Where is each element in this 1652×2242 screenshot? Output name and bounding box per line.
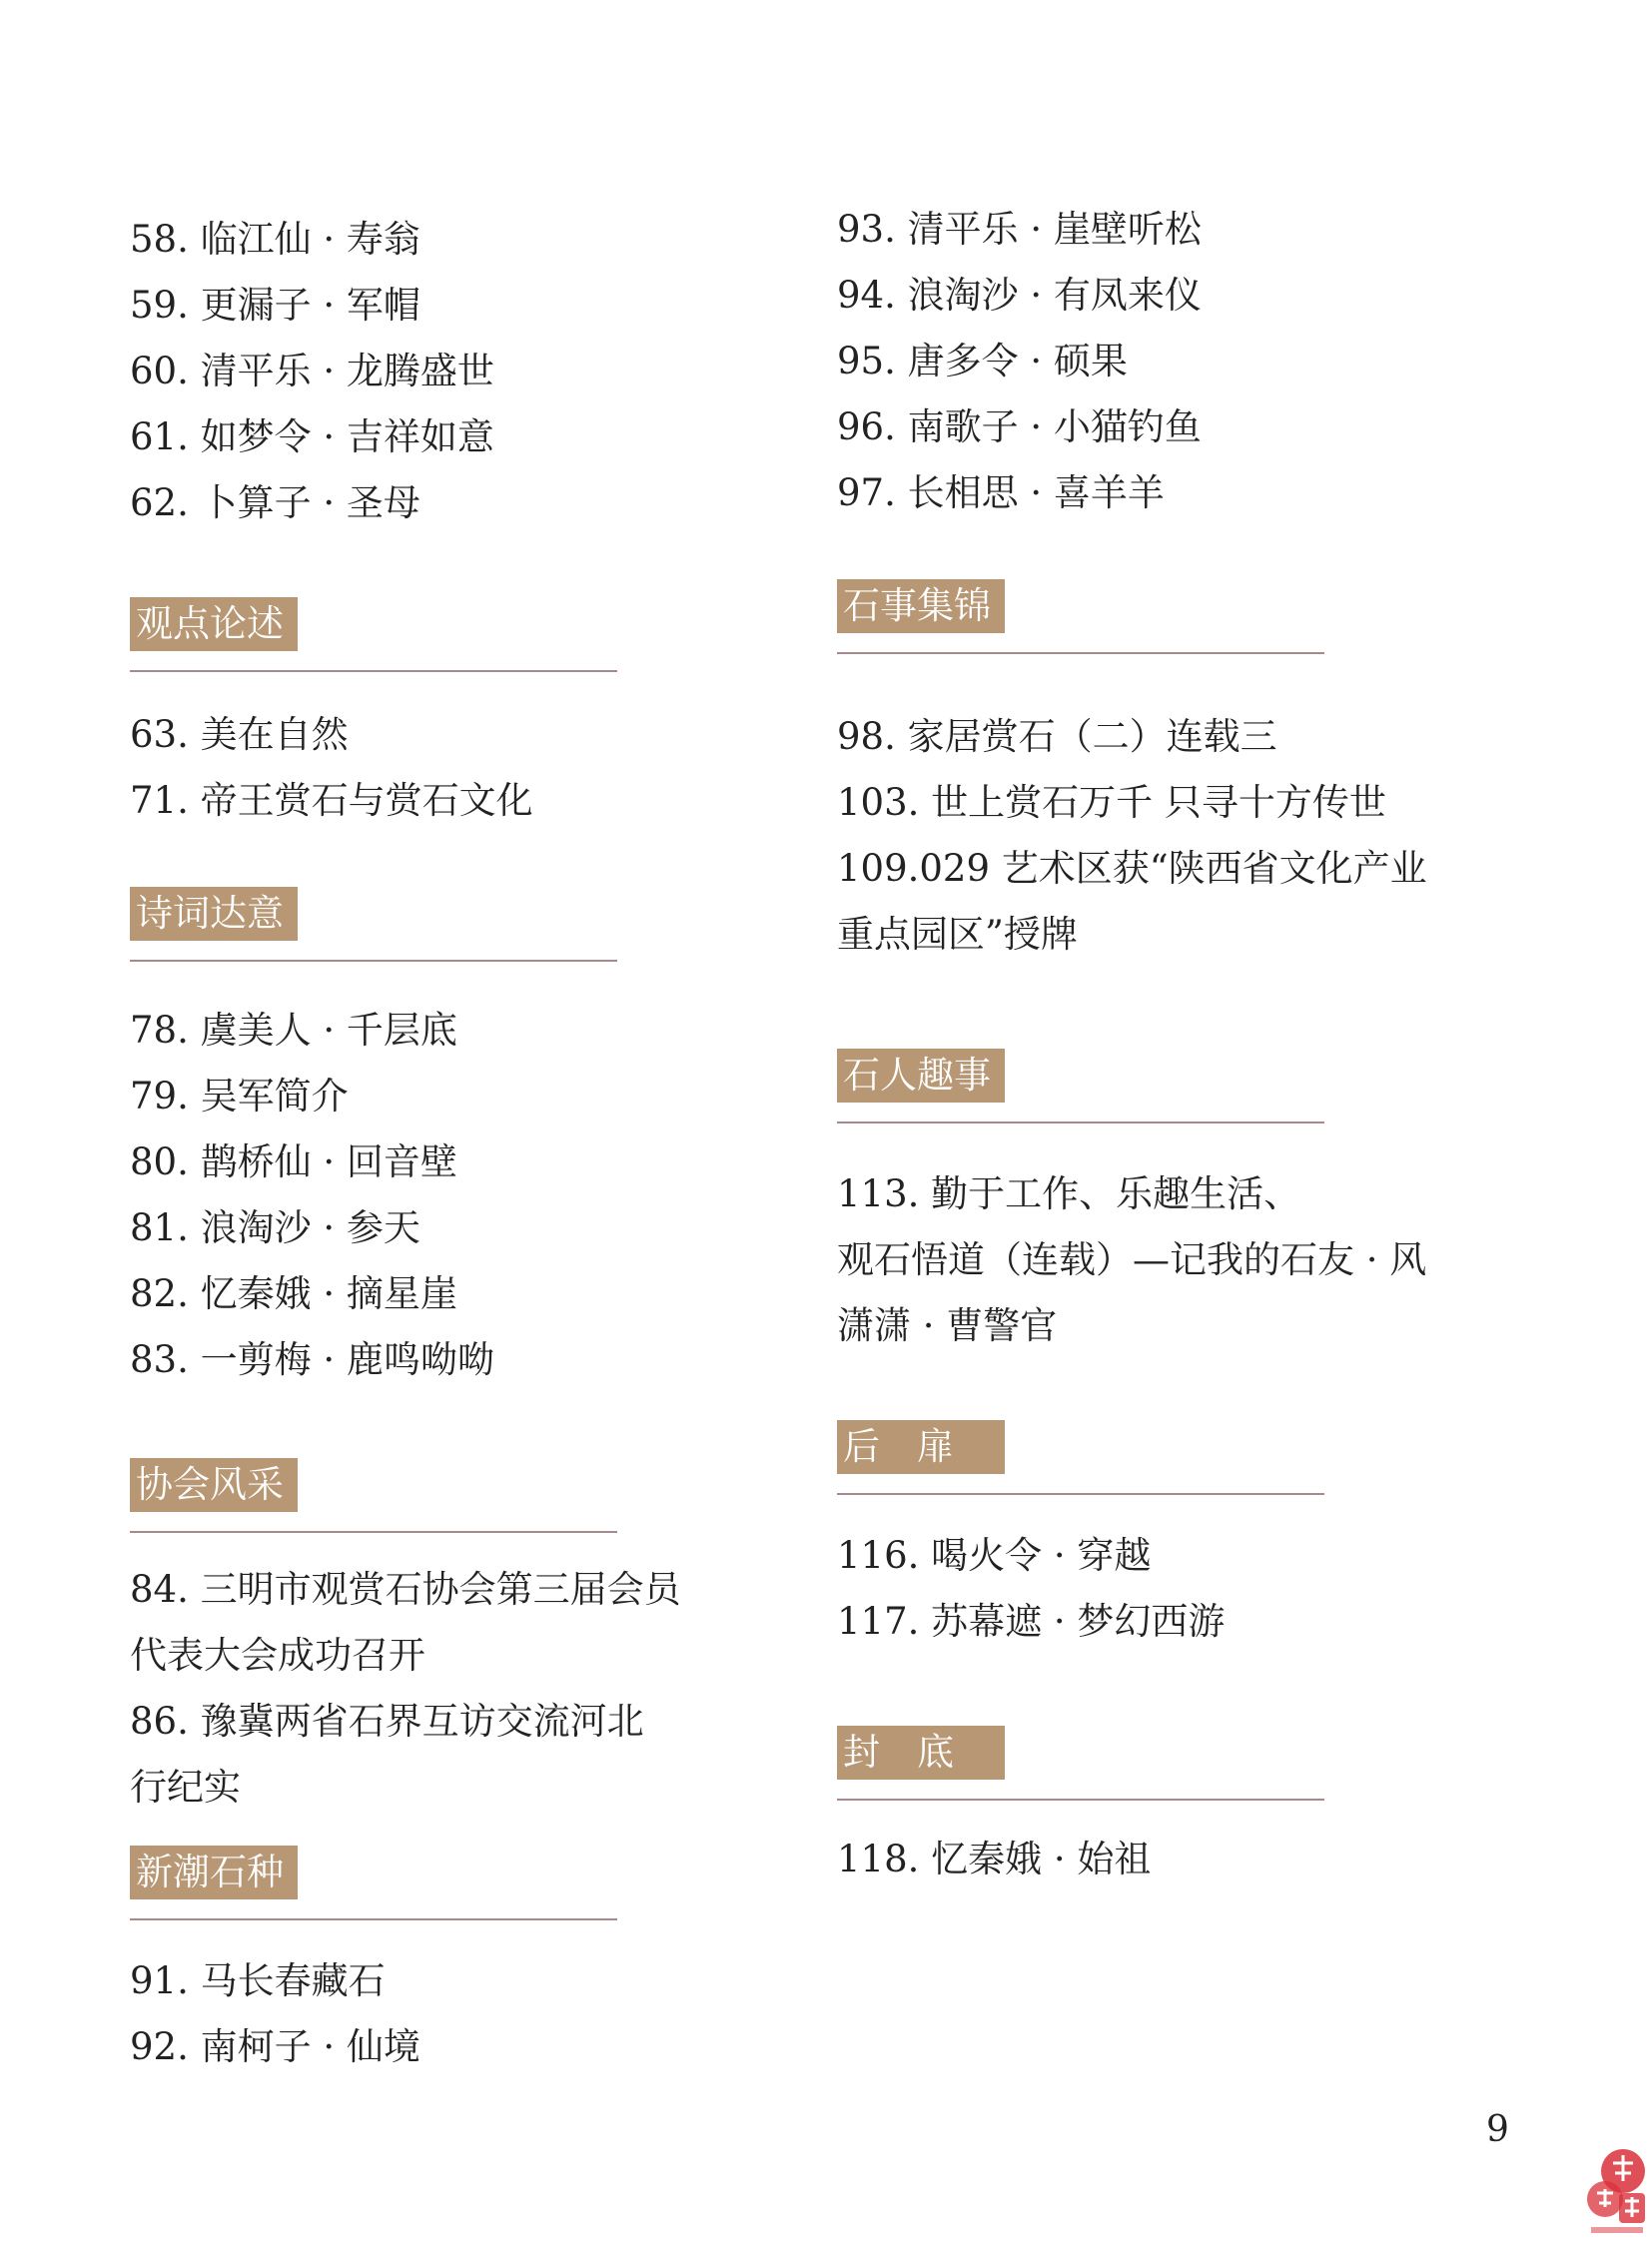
toc-entry[interactable]: 79. 吴军简介 [130,1075,349,1118]
toc-entry[interactable]: 117. 苏幕遮 · 梦幻西游 [837,1600,1226,1643]
section-divider [130,1918,617,1920]
toc-entry[interactable]: 71. 帝王赏石与赏石文化 [130,779,533,822]
toc-entry[interactable]: 潇潇 · 曹警官 [837,1304,1058,1347]
toc-entry[interactable]: 61. 如梦令 · 吉祥如意 [130,415,494,458]
section-divider [837,1799,1324,1801]
toc-entry[interactable]: 81. 浪淘沙 · 参天 [130,1206,420,1249]
toc-entry[interactable]: 86. 豫冀两省石界互访交流河北 [130,1700,644,1743]
toc-entry[interactable]: 59. 更漏子 · 军帽 [130,284,420,327]
toc-entry[interactable]: 96. 南歌子 · 小猫钓鱼 [837,405,1202,448]
toc-entry[interactable]: 94. 浪淘沙 · 有凤来仪 [837,274,1202,317]
section-divider [837,652,1324,654]
toc-entry[interactable]: 118. 忆秦娥 · 始祖 [837,1838,1152,1880]
toc-entry[interactable]: 82. 忆秦娥 · 摘星崖 [130,1272,457,1315]
toc-entry[interactable]: 行纪实 [130,1766,241,1809]
section-divider [130,670,617,672]
section-title: 石事集锦 [837,579,1005,633]
toc-entry[interactable]: 重点园区”授牌 [837,913,1078,956]
section-divider [130,1531,617,1533]
toc-entry[interactable]: 63. 美在自然 [130,713,349,756]
toc-entry[interactable]: 103. 世上赏石万千 只寻十方传世 [837,781,1386,824]
page-number: 9 [1486,2109,1509,2150]
toc-entry[interactable]: 97. 长相思 · 喜羊羊 [837,471,1165,514]
toc-entry[interactable]: 109.029 艺术区获“陕西省文化产业 [837,847,1427,890]
toc-entry[interactable]: 代表大会成功召开 [130,1634,425,1677]
toc-entry[interactable]: 113. 勤于工作、乐趣生活、 [837,1172,1301,1215]
toc-entry[interactable]: 62. 卜算子 · 圣母 [130,481,420,524]
seal-logo-icon [1583,2145,1649,2237]
toc-entry[interactable]: 116. 喝火令 · 穿越 [837,1534,1152,1577]
toc-entry[interactable]: 78. 虞美人 · 千层底 [130,1009,457,1052]
section-title: 石人趣事 [837,1049,1005,1103]
toc-entry[interactable]: 83. 一剪梅 · 鹿鸣呦呦 [130,1338,494,1381]
toc-entry[interactable]: 84. 三明市观赏石协会第三届会员 [130,1568,681,1611]
toc-entry[interactable]: 95. 唐多令 · 硕果 [837,340,1128,382]
toc-entry[interactable]: 91. 马长春藏石 [130,1959,386,2002]
toc-entry[interactable]: 98. 家居赏石（二）连载三 [837,715,1277,758]
section-title: 诗词达意 [130,887,298,941]
toc-entry[interactable]: 观石悟道（连载）—记我的石友 · 风 [837,1238,1427,1281]
section-divider [130,960,617,962]
section-title: 协会风采 [130,1458,298,1512]
toc-entry[interactable]: 93. 清平乐 · 崖壁听松 [837,208,1202,251]
toc-entry[interactable]: 92. 南柯子 · 仙境 [130,2025,420,2068]
toc-entry[interactable]: 60. 清平乐 · 龙腾盛世 [130,350,494,392]
toc-entry[interactable]: 58. 临江仙 · 寿翁 [130,218,420,261]
toc-entry[interactable]: 80. 鹊桥仙 · 回音壁 [130,1140,457,1183]
section-title: 观点论述 [130,597,298,651]
section-divider [837,1493,1324,1495]
section-divider [837,1121,1324,1123]
section-title: 新潮石种 [130,1846,298,1899]
section-title: 封 底 [837,1726,1005,1780]
section-title: 后 扉 [837,1420,1005,1474]
